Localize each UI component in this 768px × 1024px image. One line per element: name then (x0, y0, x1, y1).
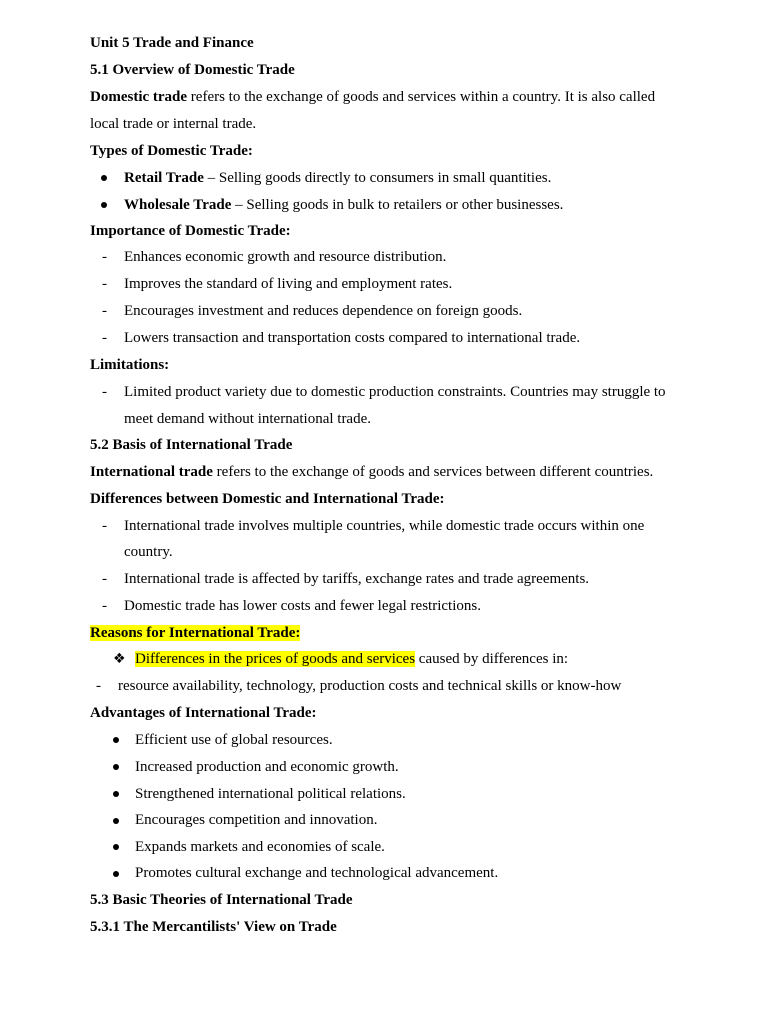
section-5-3-heading: 5.3 Basic Theories of International Trade (90, 892, 353, 908)
difference-item-cont: country. (124, 544, 173, 560)
diamond-bullet-icon: ❖ (113, 651, 126, 667)
dash-icon: - (96, 678, 101, 694)
advantage-item: Expands markets and economies of scale. (135, 839, 385, 855)
dash-icon: - (102, 303, 107, 319)
reason-highlight: Differences in the prices of goods and services (135, 651, 416, 667)
types-heading: Types of Domestic Trade: (90, 143, 253, 159)
bullet-dot-icon (113, 764, 119, 770)
bullet-dot-icon (101, 202, 107, 208)
dash-icon: - (102, 518, 107, 534)
bullet-dot-icon (113, 871, 119, 877)
reason-sub-item: resource availability, technology, production costs and technical skills or know-how (118, 678, 622, 694)
bullet-dot-icon (113, 844, 119, 850)
reasons-heading (90, 623, 300, 643)
domestic-trade-definition-text: refers to the exchange of goods and services within a country. It is also called (187, 89, 656, 105)
advantage-item: Strengthened international political relations. (135, 786, 406, 802)
domestic-trade-term: Domestic trade (90, 89, 188, 105)
type-item-retail (124, 168, 551, 188)
dash-icon: - (102, 384, 107, 400)
limitations-text: Limited product variety due to domestic production constraints. Countries may struggle to (124, 384, 666, 400)
importance-item: Improves the standard of living and employment rates. (124, 276, 453, 292)
reason-rest: caused by differences in: (415, 651, 569, 667)
domestic-trade-definition-cont: local trade or internal trade. (90, 116, 257, 132)
dash-icon: - (102, 249, 107, 265)
international-trade-definition (90, 462, 653, 482)
advantage-item: Increased production and economic growth. (135, 759, 399, 775)
type-item-wholesale (124, 195, 563, 215)
importance-heading: Importance of Domestic Trade: (90, 223, 291, 239)
importance-item: Lowers transaction and transportation costs compared to international trade. (124, 330, 581, 346)
dash-icon: - (102, 598, 107, 614)
type-desc: – Selling goods directly to consumers in small quantities. (203, 170, 552, 186)
difference-item: International trade is affected by tariffs, exchange rates and trade agreements. (124, 571, 590, 587)
reason-item (135, 649, 568, 669)
dash-icon: - (102, 276, 107, 292)
bullet-dot-icon (113, 818, 119, 824)
advantage-item: Encourages competition and innovation. (135, 812, 378, 828)
dash-icon: - (102, 330, 107, 346)
type-term: Retail Trade (124, 170, 204, 186)
bullet-dot-icon (113, 737, 119, 743)
advantage-item: Efficient use of global resources. (135, 732, 333, 748)
differences-heading: Differences between Domestic and International Trade: (90, 491, 445, 507)
importance-item: Enhances economic growth and resource distribution. (124, 249, 447, 265)
dash-icon: - (102, 571, 107, 587)
bullet-dot-icon (113, 791, 119, 797)
reasons-heading-text: Reasons for International Trade: (90, 625, 301, 641)
international-trade-term: International trade (90, 464, 213, 480)
advantages-heading: Advantages of International Trade: (90, 705, 317, 721)
limitations-heading: Limitations: (90, 357, 170, 373)
advantage-item: Promotes cultural exchange and technological advancement. (135, 865, 499, 881)
domestic-trade-definition (90, 87, 655, 107)
unit-title: Unit 5 Trade and Finance (90, 35, 254, 51)
limitations-text-cont: meet demand without international trade. (124, 411, 372, 427)
section-5-3-1-heading: 5.3.1 The Mercantilists' View on Trade (90, 919, 337, 935)
type-desc: – Selling goods in bulk to retailers or other businesses. (231, 197, 564, 213)
difference-item: International trade involves multiple countries, while domestic trade occurs within one (124, 518, 645, 534)
international-trade-definition-text: refers to the exchange of goods and services between different countries. (212, 464, 654, 480)
importance-item: Encourages investment and reduces dependence on foreign goods. (124, 303, 523, 319)
section-5-2-heading: 5.2 Basis of International Trade (90, 437, 293, 453)
bullet-dot-icon (101, 175, 107, 181)
difference-item: Domestic trade has lower costs and fewer legal restrictions. (124, 598, 481, 614)
type-term: Wholesale Trade (124, 197, 232, 213)
section-5-1-heading: 5.1 Overview of Domestic Trade (90, 62, 295, 78)
